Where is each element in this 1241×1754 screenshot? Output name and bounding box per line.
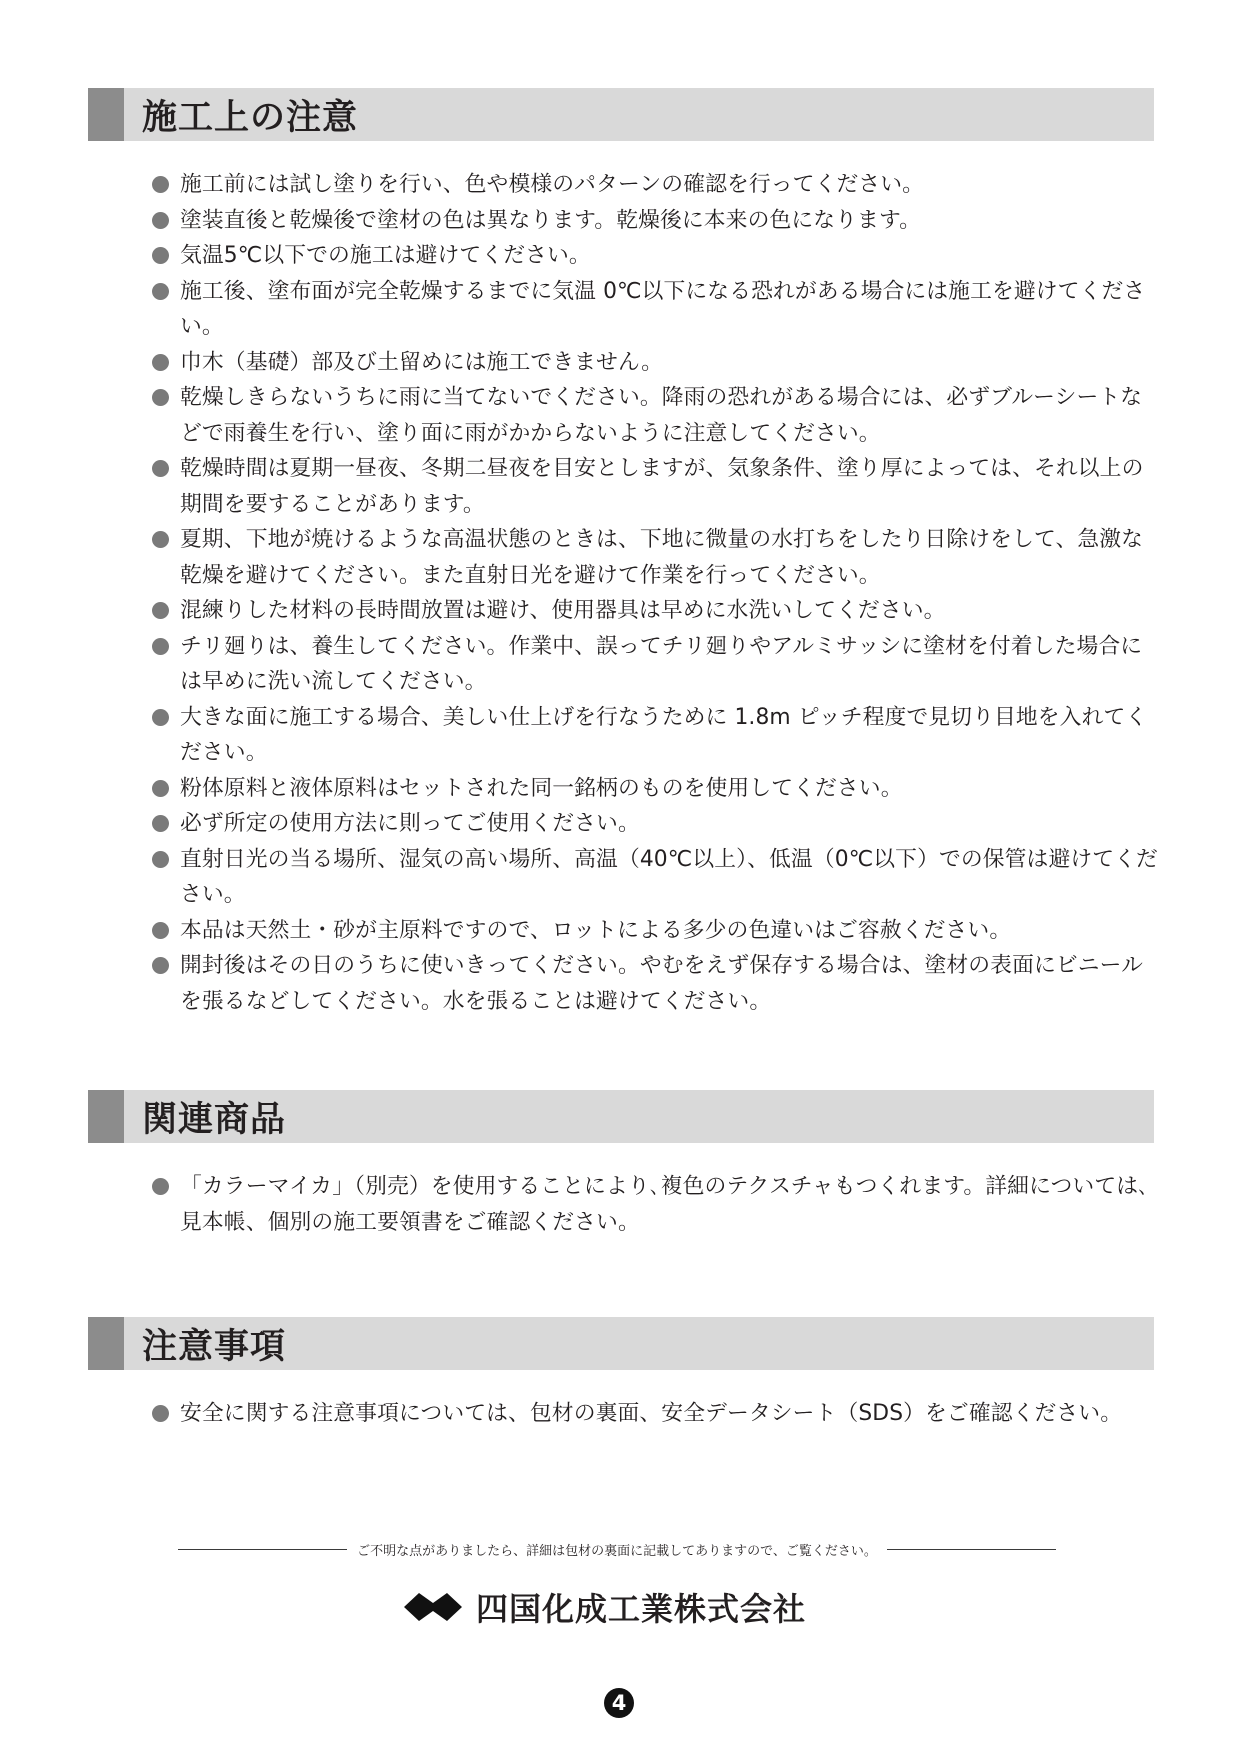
section-header-related	[88, 1090, 1154, 1143]
list-item	[150, 629, 1160, 700]
bullet-icon	[152, 815, 169, 832]
list-item-text: 施工前には試し塗りを行い、色や模様のパターンの確認を行ってください。	[180, 172, 925, 197]
cautions-list	[150, 1396, 1160, 1432]
list-item	[150, 238, 1160, 274]
bullet-icon	[152, 212, 169, 229]
list-item	[150, 274, 1160, 345]
section-header-accent-bar	[88, 88, 124, 141]
list-item-text: 混練りした材料の長時間放置は避け、使用器具は早めに水洗いしてください。	[180, 598, 946, 623]
list-item	[150, 913, 1160, 949]
list-item	[150, 203, 1160, 239]
section-header-cautions	[88, 1317, 1154, 1370]
list-item-text: 乾燥時間は夏期一昼夜、冬期二昼夜を目安としますが、気象条件、塗り厚によっては、それ以上の期間を要することがあります。	[180, 456, 1144, 517]
list-item-text: 粉体原料と液体原料はセットされた同一銘柄のものを使用してください。	[180, 775, 903, 801]
bullet-icon	[152, 957, 169, 974]
footer-note	[178, 1540, 1056, 1559]
list-item	[150, 771, 1160, 807]
page-number: 4	[604, 1688, 634, 1718]
section-title: 施工上の注意	[142, 97, 359, 138]
bullet-icon	[152, 709, 169, 726]
bullet-icon	[152, 1405, 169, 1422]
bullet-icon	[152, 176, 169, 193]
list-item-text: 乾燥しきらないうちに雨に当てないでください。降雨の恐れがある場合には、必ずブルーシートなどで雨養生を行い、塗り面に雨がかからないように注意してください。	[180, 385, 1143, 446]
list-item-text: 夏期、下地が焼けるような高温状態のときは、下地に微量の水打ちをしたり日除けをして、急激な乾燥を避けてください。また直射日光を避けて作業を行ってください。	[180, 527, 1144, 588]
shikoku-kasei-logo-icon	[404, 1590, 462, 1624]
bullet-icon	[152, 1178, 169, 1195]
list-item	[150, 948, 1160, 1019]
list-item-text: 必ず所定の使用方法に則ってご使用ください。	[180, 811, 640, 836]
bullet-icon	[152, 602, 169, 619]
footer-rule-right	[887, 1549, 1056, 1550]
bullet-icon	[152, 389, 169, 406]
list-item-text: 大きな面に施工する場合、美しい仕上げを行なうために 1.8m ピッチ程度で見切り目地を入れてください。	[180, 704, 1148, 765]
list-item-text: チリ廻りは、養生してください。作業中、誤ってチリ廻りやアルミサッシに塗材を付着した場合には早めに洗い流してください。	[180, 633, 1143, 694]
related-list	[150, 1169, 1160, 1240]
bullet-icon	[152, 851, 169, 868]
list-item-text: 開封後はその日のうちに使いきってください。やむをえず保存する場合は、塗材の表面にビニールを張るなどしてください。水を張ることは避けてください。	[180, 953, 1144, 1014]
section-header-accent-bar	[88, 1317, 124, 1370]
footer-note-text: ご不明な点がありましたら、詳細は包材の裏面に記載してありますので、ご覧ください。	[357, 1544, 877, 1559]
section-title: 注意事項	[142, 1326, 287, 1367]
list-item	[150, 1169, 1160, 1240]
section-title: 関連商品	[142, 1099, 287, 1140]
list-item	[150, 593, 1160, 629]
list-item	[150, 380, 1160, 451]
bullet-icon	[152, 460, 169, 477]
list-item	[150, 700, 1160, 771]
list-item	[150, 806, 1160, 842]
list-item	[150, 1396, 1160, 1432]
list-item	[150, 167, 1160, 203]
list-item-text: 本品は天然土・砂が主原料ですので、ロットによる多少の色違いはご容赦ください。	[180, 917, 1012, 943]
list-item	[150, 522, 1160, 593]
list-item-text: 気温5℃以下での施工は避けてください。	[180, 243, 591, 268]
section-header-accent-bar	[88, 1090, 124, 1143]
list-item	[150, 842, 1160, 913]
footer-rule-left	[178, 1549, 347, 1550]
bullet-icon	[152, 283, 169, 300]
list-item	[150, 345, 1160, 381]
list-item-text: 塗装直後と乾燥後で塗材の色は異なります。乾燥後に本来の色になります。	[180, 207, 922, 233]
list-item-text: 「カラーマイカ」（別売）を使用することにより､複色のテクスチャもつくれます。詳細については､見本帳、個別の施工要領書をご確認ください。	[180, 1174, 1150, 1235]
bullet-icon	[152, 354, 169, 371]
list-item	[150, 451, 1160, 522]
list-item-text: 直射日光の当る場所、湿気の高い場所、高温（40℃以上）、低温（0℃以下）での保管は避けてください。	[180, 846, 1158, 907]
bullet-icon	[152, 922, 169, 939]
list-item-text: 巾木（基礎）部及び土留めには施工できません。	[180, 349, 664, 375]
precautions-list	[150, 167, 1160, 1019]
list-item-text: 施工後、塗布面が完全乾燥するまでに気温 0℃以下になる恐れがある場合には施工を避けてください。	[180, 278, 1146, 339]
bullet-icon	[152, 638, 169, 655]
bullet-icon	[152, 531, 169, 548]
bullet-icon	[152, 247, 169, 264]
bullet-icon	[152, 780, 169, 797]
company-logo	[404, 1584, 806, 1630]
list-item-text: 安全に関する注意事項については、包材の裏面、安全データシート（SDS）をご確認ください。	[180, 1401, 1123, 1426]
section-header-precautions	[88, 88, 1154, 141]
company-name: 四国化成工業株式会社	[476, 1590, 807, 1628]
